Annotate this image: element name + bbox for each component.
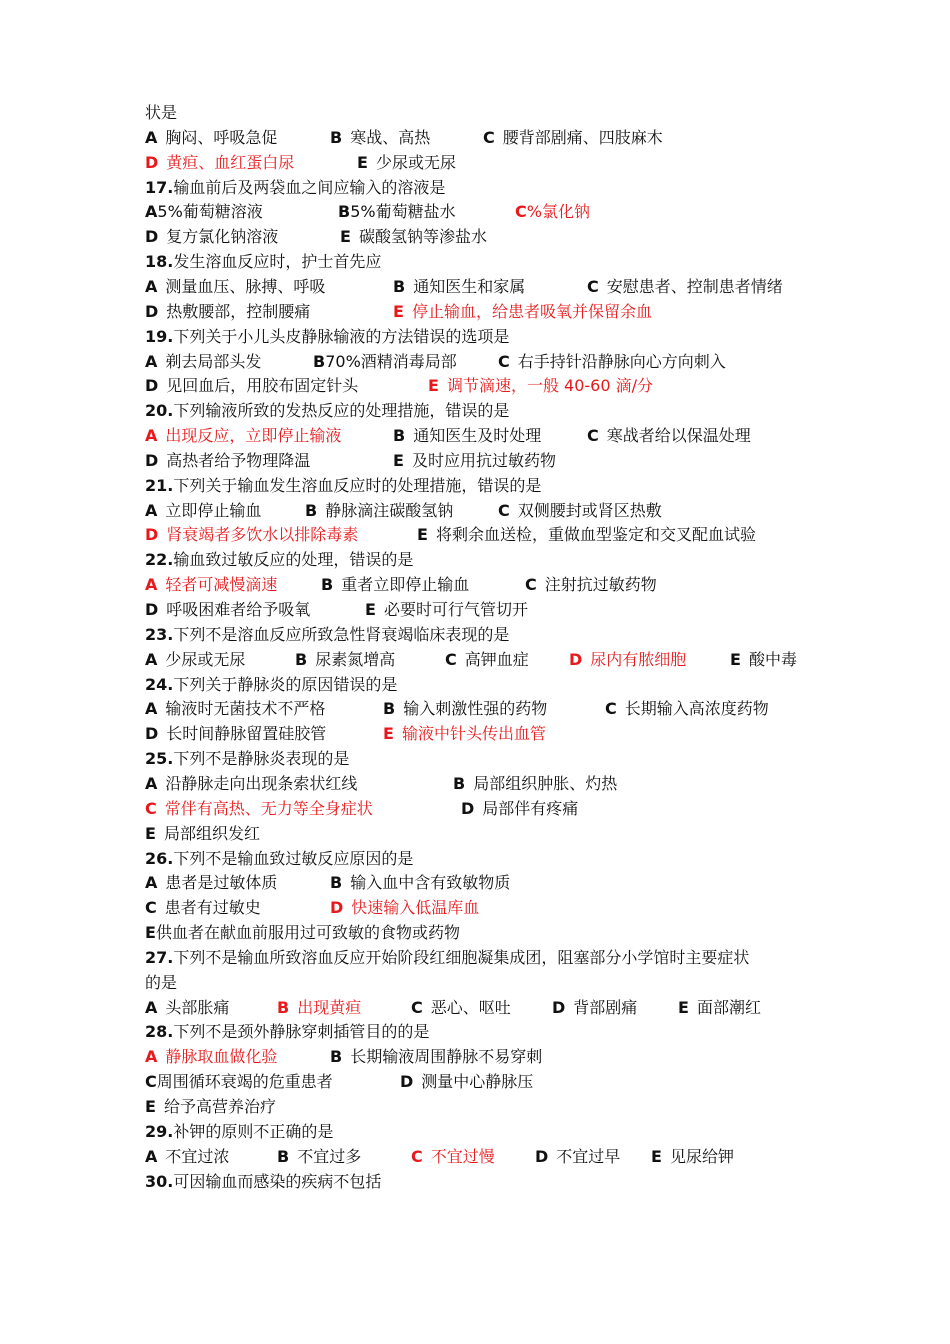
question-text: 状是 (145, 103, 178, 122)
option-text: 出现反应，立即停止输液 (165, 426, 342, 446)
option-letter: C (145, 798, 157, 818)
option-text: 必要时可行气管切开 (383, 600, 528, 619)
question-number: 22. (145, 550, 174, 570)
option-text: 热敷腰部，控制腰痛 (166, 301, 311, 321)
answer-option (145, 995, 229, 1020)
question-line (145, 622, 509, 647)
option-letter: D (552, 997, 566, 1017)
option-letter: B (330, 127, 343, 147)
option-text: 输液中针头传出血管 (401, 724, 546, 744)
option-text: 测量中心静脉压 (421, 1072, 534, 1092)
answer-option (393, 448, 556, 473)
question-number: 19. (145, 326, 174, 346)
option-letter: E (651, 1146, 662, 1166)
question-line (145, 1169, 381, 1194)
answer-option (453, 771, 617, 796)
question-text: 下列不是溶血反应所致急性肾衰竭临床表现的是 (173, 624, 510, 644)
option-text: 输入刺激性强的药物 (403, 699, 548, 719)
option-letter: B (321, 575, 334, 595)
answer-option (277, 1144, 361, 1169)
answer-option (145, 1094, 276, 1119)
question-number: 18. (145, 252, 174, 272)
option-letter: B (295, 649, 308, 669)
option-text: 轻者可减慢滴速 (165, 575, 278, 595)
question-number: 17. (145, 177, 174, 197)
answer-option (313, 349, 457, 374)
option-letter: A (145, 202, 158, 222)
answer-option (411, 995, 511, 1020)
option-text: 复方氯化钠溶液 (166, 227, 279, 247)
question-number: 26. (145, 848, 174, 868)
correct-answer-option (145, 423, 341, 448)
option-text: 局部伴有疼痛 (482, 798, 579, 818)
option-text: 碳酸氢钠等渗盐水 (358, 227, 487, 247)
option-text: 常伴有高热、无力等全身症状 (164, 798, 373, 818)
option-text: 快速输入低温库血 (351, 898, 480, 918)
option-text: 尿内有脓细胞 (590, 649, 687, 669)
option-text: 不宜过慢 (430, 1146, 495, 1166)
answer-option (330, 870, 510, 895)
option-text: 长期输液周围静脉不易穿刺 (350, 1047, 543, 1067)
option-letter: A (145, 1047, 158, 1067)
question-line (145, 672, 397, 697)
option-letter: C (498, 351, 510, 371)
option-letter: B (393, 276, 406, 296)
option-text: 腰背部剧痛、四肢麻木 (502, 127, 663, 147)
question-number: 27. (145, 947, 174, 967)
option-letter: C (515, 202, 527, 222)
option-text: 背部剧痛 (573, 997, 638, 1017)
option-text: 见回血后，用胶布固定针头 (166, 376, 359, 396)
option-text: 局部组织发红 (163, 823, 260, 843)
question-text: 输血前后及两袋血之间应输入的溶液是 (173, 177, 446, 197)
answer-option (393, 423, 541, 448)
option-letter: D (145, 525, 159, 545)
option-letter: A (145, 351, 158, 371)
option-letter: E (417, 525, 428, 545)
answer-option (587, 423, 751, 448)
option-text: 剃去局部头发 (165, 351, 262, 371)
question-line (145, 398, 509, 423)
answer-option (498, 498, 662, 523)
answer-option (145, 299, 310, 324)
answer-option (145, 274, 325, 299)
option-text: 胸闷、呼吸急促 (165, 127, 278, 147)
answer-option (330, 125, 430, 150)
option-letter: A (145, 426, 158, 446)
answer-option (145, 1144, 229, 1169)
answer-option (417, 522, 756, 547)
question-text: 下列不是输血所致溶血反应开始阶段红细胞凝集成团，阻塞部分小学馆时主要症状 (173, 947, 750, 967)
option-letter: A (145, 773, 158, 793)
option-letter: E (678, 997, 689, 1017)
option-letter: B (330, 873, 343, 893)
option-letter: E (393, 301, 404, 321)
option-letter: B (313, 351, 326, 371)
question-number: 28. (145, 1022, 174, 1042)
option-letter: E (145, 1097, 156, 1116)
option-letter: A (145, 500, 158, 520)
option-text: 寒战、高热 (350, 127, 431, 147)
option-letter: C (587, 426, 599, 446)
question-text: 输血致过敏反应的处理，错误的是 (173, 550, 414, 570)
correct-answer-option (145, 572, 277, 597)
option-letter: E (357, 152, 368, 172)
option-text: 将剩余血送检，重做血型鉴定和交叉配血试验 (435, 525, 756, 545)
option-text: 高热者给予物理降温 (166, 450, 311, 470)
question-continuation (145, 970, 177, 995)
correct-answer-option (145, 150, 294, 175)
option-text: 恶心、呕吐 (430, 997, 511, 1017)
answer-option (145, 373, 358, 398)
question-line (145, 1019, 429, 1044)
correct-answer-option (277, 995, 361, 1020)
correct-answer-option (393, 299, 652, 324)
option-letter: A (145, 699, 158, 719)
option-letter: A (145, 276, 158, 296)
option-text: 肾衰竭者多饮水以排除毒素 (166, 525, 359, 545)
option-letter: E (393, 450, 404, 470)
answer-option (461, 796, 578, 821)
option-text: 立即停止输血 (165, 500, 262, 520)
option-letter: C (411, 1146, 423, 1166)
option-letter: E (383, 724, 394, 744)
question-line (145, 945, 749, 970)
option-text: 长时间静脉留置硅胶管 (166, 724, 327, 744)
question-text: 下列不是静脉炎表现的是 (173, 749, 350, 769)
answer-option (145, 448, 310, 473)
option-letter: C (605, 699, 617, 719)
option-text: 不宜过浓 (165, 1146, 230, 1166)
answer-option (295, 647, 395, 672)
option-letter: C (145, 898, 157, 918)
option-letter: B (277, 1146, 290, 1166)
option-text: 注射抗过敏药物 (544, 575, 657, 595)
question-line (145, 1119, 333, 1144)
option-letter: B (330, 1047, 343, 1067)
option-letter: C (445, 649, 457, 669)
correct-answer-option (383, 721, 546, 746)
option-letter: D (569, 649, 583, 669)
option-letter: A (145, 575, 158, 595)
question-number: 20. (145, 401, 174, 421)
option-text: 5%葡萄糖溶液 (157, 202, 263, 222)
question-line (145, 846, 413, 871)
correct-answer-option (428, 373, 653, 398)
question-number: 23. (145, 624, 174, 644)
option-letter: C (525, 575, 537, 595)
answer-option (145, 721, 326, 746)
option-letter: D (145, 301, 159, 321)
option-letter: B (393, 426, 406, 446)
question-line (145, 249, 381, 274)
option-text: 局部组织肿胀、灼热 (473, 773, 618, 793)
question-number: 21. (145, 475, 174, 495)
option-letter: D (145, 152, 159, 172)
question-number: 24. (145, 674, 174, 694)
question-line (145, 473, 541, 498)
question-line (145, 175, 445, 200)
answer-option (340, 224, 487, 249)
answer-option (587, 274, 783, 299)
option-text: 少尿或无尿 (165, 649, 246, 669)
answer-option (445, 647, 529, 672)
option-text: 停止输血，给患者吸氧并保留余血 (411, 301, 652, 321)
answer-option (393, 274, 525, 299)
option-letter: E (145, 923, 156, 943)
answer-option (145, 696, 325, 721)
option-text: 安慰患者、控制患者情绪 (606, 276, 783, 296)
option-letter: B (453, 773, 466, 793)
option-letter: C (411, 997, 423, 1017)
question-text: 下列不是颈外静脉穿刺插管目的的是 (173, 1022, 430, 1042)
question-text: 下列不是输血致过敏反应原因的是 (173, 848, 414, 868)
option-letter: A (145, 1146, 158, 1166)
option-text: 通知医生和家属 (413, 276, 526, 296)
answer-option (145, 895, 261, 920)
answer-option (400, 1069, 533, 1094)
answer-option (552, 995, 637, 1020)
question-text: 可因输血而感染的疾病不包括 (173, 1171, 382, 1191)
answer-option (145, 199, 263, 224)
option-letter: A (145, 127, 158, 147)
option-letter: A (145, 649, 158, 669)
option-letter: D (535, 1146, 549, 1166)
option-text: 呼吸困难者给予吸氧 (166, 600, 311, 619)
option-letter: E (428, 376, 439, 396)
question-text: 发生溶血反应时，护士首先应 (173, 252, 382, 272)
option-letter: D (330, 898, 344, 918)
option-letter: B (338, 202, 351, 222)
option-letter: C (483, 127, 495, 147)
option-text: 静脉取血做化验 (165, 1047, 278, 1067)
option-text: 供血者在献血前服用过可致敏的食物或药物 (155, 923, 460, 943)
answer-option (651, 1144, 734, 1169)
option-text: 面部潮红 (696, 997, 761, 1017)
option-letter: B (305, 500, 318, 520)
option-text: 通知医生及时处理 (413, 426, 542, 446)
option-text: %氯化钠 (526, 202, 590, 222)
option-letter: E (730, 649, 741, 669)
answer-option (145, 771, 357, 796)
question-text: 下列关于静脉炎的原因错误的是 (173, 674, 398, 694)
option-text: 不宜过多 (297, 1146, 362, 1166)
answer-option (145, 125, 277, 150)
correct-answer-option (145, 796, 373, 821)
option-text: 患者有过敏史 (164, 898, 261, 918)
answer-option (145, 647, 245, 672)
option-letter: B (383, 699, 396, 719)
option-text: 不宜过早 (556, 1146, 621, 1166)
question-text: 下列输液所致的发热反应的处理措施，错误的是 (173, 401, 510, 421)
option-letter: D (145, 450, 159, 470)
question-continuation (145, 100, 177, 125)
option-text: 70%酒精消毒局部 (325, 351, 457, 371)
option-text: 测量血压、脉搏、呼吸 (165, 276, 326, 296)
correct-answer-option (411, 1144, 495, 1169)
answer-option (525, 572, 657, 597)
option-text: 头部胀痛 (165, 997, 230, 1017)
correct-answer-option (145, 522, 358, 547)
answer-option (145, 870, 277, 895)
option-text: 高钾血症 (464, 649, 529, 669)
option-letter: D (145, 600, 159, 619)
option-text: 输入血中含有致敏物质 (350, 873, 511, 893)
option-text: 尿素氮增高 (315, 649, 396, 669)
option-letter: D (400, 1072, 414, 1092)
option-text: 右手持针沿静脉向心方向刺入 (517, 351, 726, 371)
correct-answer-option (145, 1044, 277, 1069)
option-letter: E (145, 823, 156, 843)
option-text: 给予高营养治疗 (163, 1097, 276, 1116)
option-text: 长期输入高浓度药物 (624, 699, 769, 719)
correct-answer-option (515, 199, 590, 224)
option-text: 患者是过敏体质 (165, 873, 278, 893)
question-number: 25. (145, 749, 174, 769)
answer-option (321, 572, 469, 597)
question-line (145, 746, 349, 771)
option-letter: E (365, 600, 376, 619)
answer-option (145, 224, 278, 249)
answer-option (145, 349, 261, 374)
answer-option (145, 597, 310, 622)
option-text: 静脉滴注碳酸氢钠 (325, 500, 454, 520)
question-text: 的是 (145, 972, 178, 992)
option-letter: D (145, 724, 159, 744)
option-text: 见尿给钾 (669, 1146, 734, 1166)
option-text: 双侧腰封或肾区热敷 (517, 500, 662, 520)
answer-option (305, 498, 453, 523)
answer-option (338, 199, 456, 224)
option-text: 黄疸、血红蛋白尿 (166, 152, 295, 172)
answer-option (145, 1069, 333, 1094)
correct-answer-option (330, 895, 479, 920)
question-line (145, 324, 509, 349)
option-text: 重者立即停止输血 (341, 575, 470, 595)
answer-option (483, 125, 663, 150)
option-text: 寒战者给以保温处理 (606, 426, 751, 446)
option-letter: C (145, 1072, 157, 1092)
question-text: 下列关于小儿头皮静脉输液的方法错误的选项是 (173, 326, 510, 346)
answer-option (678, 995, 761, 1020)
answer-option (730, 647, 797, 672)
option-letter: E (340, 227, 351, 247)
option-letter: D (461, 798, 475, 818)
question-number: 29. (145, 1121, 174, 1141)
option-text: 调节滴速，一般 40-60 滴/分 (446, 376, 653, 396)
option-text: 酸中毒 (748, 649, 797, 669)
option-letter: B (277, 997, 290, 1017)
answer-option (145, 920, 460, 945)
answer-option (145, 498, 261, 523)
correct-answer-option (569, 647, 686, 672)
option-letter: A (145, 997, 158, 1017)
option-text: 出现黄疸 (297, 997, 362, 1017)
option-text: 5%葡萄糖盐水 (350, 202, 456, 222)
question-text: 下列关于输血发生溶血反应时的处理措施，错误的是 (173, 475, 542, 495)
question-text: 补钾的原则不正确的是 (173, 1121, 334, 1141)
answer-option (498, 349, 726, 374)
option-text: 周围循环衰竭的危重患者 (156, 1072, 333, 1092)
answer-option (330, 1044, 542, 1069)
answer-option (383, 696, 547, 721)
answer-option (535, 1144, 620, 1169)
question-number: 30. (145, 1171, 174, 1191)
answer-option (365, 597, 528, 622)
question-line (145, 547, 413, 572)
answer-option (605, 696, 769, 721)
option-text: 沿静脉走向出现条索状红线 (165, 773, 358, 793)
option-letter: C (498, 500, 510, 520)
option-letter: D (145, 376, 159, 396)
option-letter: A (145, 873, 158, 893)
answer-option (357, 150, 456, 175)
option-letter: C (587, 276, 599, 296)
option-letter: D (145, 227, 159, 247)
option-text: 输液时无菌技术不严格 (165, 699, 326, 719)
answer-option (145, 821, 260, 846)
option-text: 及时应用抗过敏药物 (411, 450, 556, 470)
option-text: 少尿或无尿 (375, 152, 456, 172)
